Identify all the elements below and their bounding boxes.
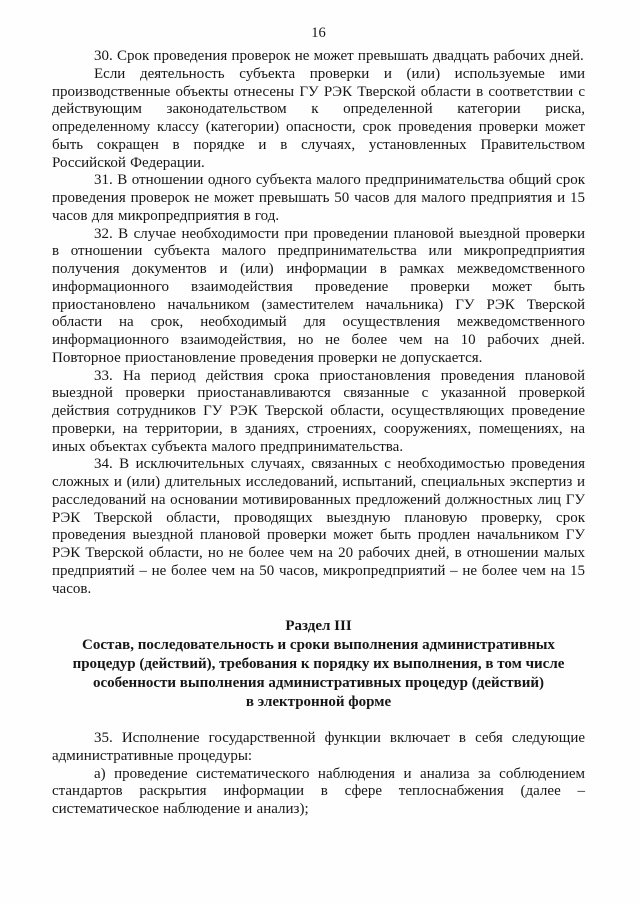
- paragraph-35-item-a: а) проведение систематического наблюдения и анализа за соблюдением стандартов раскрытия информации в сфере теплоснабжения (далее – систематическое наблюдение и анализ);: [52, 765, 585, 817]
- paragraph-34: 34. В исключительных случаях, связанных с необходимостью проведения сложных и (или) длительных исследований, испытаний, специальных экспертиз и расследований на основании мотивированных предложений должностных лиц ГУ РЭК Тверской области, проводящих выездную плановую проверку, срок проведения выездной плановой проверки может быть продлен начальником ГУ РЭК Тверской области, но не более чем на 20 рабочих дней, в отношении малых предприятий – не более чем на 50 часов, микропредприятий – не более чем на 15 часов.: [52, 456, 585, 597]
- section-title-line: Состав, последовательность и сроки выполнения административных: [82, 637, 555, 654]
- section-title-line: в электронной форме: [245, 694, 392, 711]
- paragraph-30-continuation: Если деятельность субъекта проверки и (или) используемые ими производственные объекты отнесены ГУ РЭК Тверской области в соответствии с действующим законодательством к определенной категории риска, определенному классу (категории) опасности, срок проведения проверки может быть сокращен в порядке и в случаях, установленных Правительством Российской Федерации.: [52, 65, 585, 171]
- paragraph-32: 32. В случае необходимости при проведении плановой выездной проверки в отношении субъекта малого предпринимательства или микропредприятия получения документов и (или) информации в рамках межведомственного информационного взаимодействия проведение проверки может быть приостановлено начальником (заместителем начальника) ГУ РЭК Тверской области на срок, необходимый для осуществления межведомственного информационного взаимодействия, но не более чем на 10 рабочих дней. Повторное приостановление проведения проверки не допускается.: [52, 225, 585, 366]
- paragraph-30: 30. Срок проведения проверок не может превышать двадцать рабочих дней.: [94, 48, 584, 64]
- paragraph-35: 35. Исполнение государственной функции включает в себя следующие административные процедуры:: [52, 730, 585, 764]
- section-title-line: процедур (действий), требования к порядку их выполнения, в том числе: [72, 656, 565, 673]
- paragraph-33: 33. На период действия срока приостановления проведения плановой выездной проверки приостанавливаются связанные с указанной проверкой действия сотрудников ГУ РЭК Тверской области, осуществляющих проведение проверки, на территории, в зданиях, строениях, сооружениях, помещениях, на иных объектах субъекта малого предпринимательства.: [52, 367, 585, 455]
- paragraph-31: 31. В отношении одного субъекта малого предпринимательства общий срок проведения проверок не может превышать 50 часов для малого предприятия и 15 часов для микропредприятия в год.: [52, 172, 585, 224]
- page-number: 16: [311, 25, 326, 41]
- section-label: Раздел III: [285, 618, 352, 635]
- document-content: [52, 48, 585, 819]
- section-title-line: особенности выполнения административных процедур (действий): [92, 675, 545, 692]
- section-heading: [52, 617, 585, 712]
